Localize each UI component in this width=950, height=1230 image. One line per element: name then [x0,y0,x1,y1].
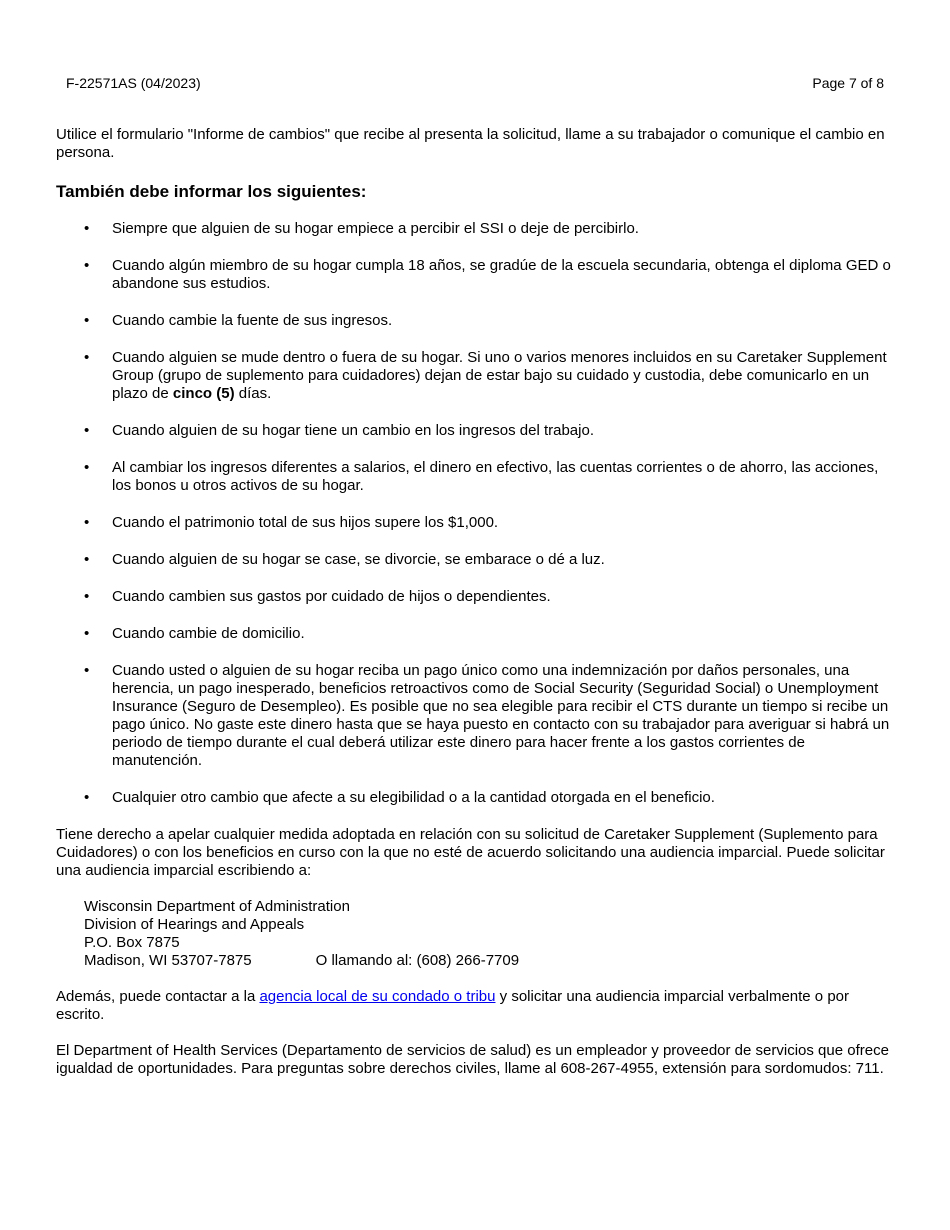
address-city-state-zip: Madison, WI 53707-7875 [84,952,252,969]
mailing-address [84,898,898,970]
list-item-text: Cuando alguien de su hogar se case, se divorcie, se embarace o dé a luz. [112,551,605,568]
list-item-text: Cuando cambie de domicilio. [112,625,305,642]
list-item [56,662,898,770]
section-heading: También debe informar los siguientes: [56,182,367,201]
intro-paragraph: Utilice el formulario "Informe de cambios" que recibe al presenta la solicitud, llame a su trabajador o comunique el cambio en persona. [56,126,885,161]
bullet-icon: • [84,662,90,679]
page-number: Page 7 of 8 [812,75,884,91]
document-body [56,126,898,1078]
dhs-statement: El Department of Health Services (Departamento de servicios de salud) es un empleador y proveedor de servicios que ofrece igualdad de oportunidades. Para preguntas sobre derechos civiles, llame al 608-267-4955, extensión para sordomudos: 711. [56,1042,889,1077]
list-item-text: Cuando usted o alguien de su hogar reciba un pago único como una indemnización por daños personales, una herencia, un pago inesperado, beneficios retroactivos como de Social Security (Seguridad Social) o Unemployment Insurance (Seguro de Desempleo). Es posible que no sea elegible para recibir el CTS durante un tiempo si recibe un pago único. No gaste este dinero hasta que se haya puesto en contacto con su trabajador para averiguar si habrá un periodo de tiempo durante el cual deberá utilizar este dinero para hacer frente a los gastos corrientes de manutención. [112,662,890,769]
list-item-text-start: Cuando alguien se mude dentro o fuera de su hogar. Si uno o varios menores incluidos en su Caretaker Supplement Group (grupo de suplemento para cuidadores) dejan de estar bajo su cuidado y custodia, debe comunicarlo en un plazo de [112,349,887,402]
bullet-icon: • [84,789,90,806]
bullet-icon: • [84,422,90,439]
bullet-icon: • [84,220,90,237]
bullet-icon: • [84,349,90,366]
list-item [56,588,898,606]
address-line-department: Wisconsin Department of Administration [84,898,350,915]
bullet-icon: • [84,514,90,531]
list-item [56,220,898,238]
bullet-icon: • [84,257,90,274]
list-item-text: Cuando alguien de su hogar tiene un cambio en los ingresos del trabajo. [112,422,594,439]
bullet-icon: • [84,459,90,476]
list-item-text: Cuando el patrimonio total de sus hijos supere los $1,000. [112,514,499,531]
deadline-emphasis: cinco (5) [172,385,235,402]
report-changes-list [56,220,898,807]
list-item-text: Al cambiar los ingresos diferentes a salarios, el dinero en efectivo, las cuentas corrientes o de ahorro, las acciones, los bonos u otros activos de su hogar. [112,459,879,494]
local-agency-link[interactable]: agencia local de su condado o tribu [259,988,496,1005]
list-item [56,257,898,293]
list-item-text: Cuando cambie la fuente de sus ingresos. [112,312,393,329]
list-item [56,551,898,569]
list-item [56,625,898,643]
bullet-icon: • [84,625,90,642]
bullet-icon: • [84,551,90,568]
list-item [56,789,898,807]
contact-agency-text-start: Además, puede contactar a la [56,988,260,1005]
list-item [56,349,898,403]
list-item-text [112,349,887,402]
appeal-paragraph: Tiene derecho a apelar cualquier medida adoptada en relación con su solicitud de Caretaker Supplement (Suplemento para Cuidadores) o con los beneficios en curso con la que no esté de acuerdo solicitando una audiencia imparcial. Puede solicitar una audiencia imparcial escribiendo a: [56,826,885,879]
list-item-text: Cualquier otro cambio que afecte a su elegibilidad o a la cantidad otorgada en el beneficio. [112,789,715,806]
form-id: F-22571AS (04/2023) [66,75,201,91]
address-line-po-box: P.O. Box 7875 [84,934,180,951]
bullet-icon: • [84,312,90,329]
list-item-text-end: días. [234,385,272,402]
bullet-icon: • [84,588,90,605]
list-item [56,422,898,440]
list-item [56,514,898,532]
list-item-text: Cuando algún miembro de su hogar cumpla 18 años, se gradúe de la escuela secundaria, obtenga el diploma GED o abandone sus estudios. [112,257,891,292]
contact-agency-paragraph [56,988,898,1024]
list-item-text: Siempre que alguien de su hogar empiece a percibir el SSI o deje de percibirlo. [112,220,639,237]
address-line-division: Division of Hearings and Appeals [84,916,305,933]
phone-number: O llamando al: (608) 266-7709 [315,952,520,969]
list-item-text: Cuando cambien sus gastos por cuidado de hijos o dependientes. [112,588,551,605]
page-header [66,74,884,92]
list-item [56,459,898,495]
list-item [56,312,898,330]
address-line-city [84,952,898,970]
contact-agency-text-end: y solicitar una audiencia imparcial verbalmente o por escrito. [56,988,849,1023]
